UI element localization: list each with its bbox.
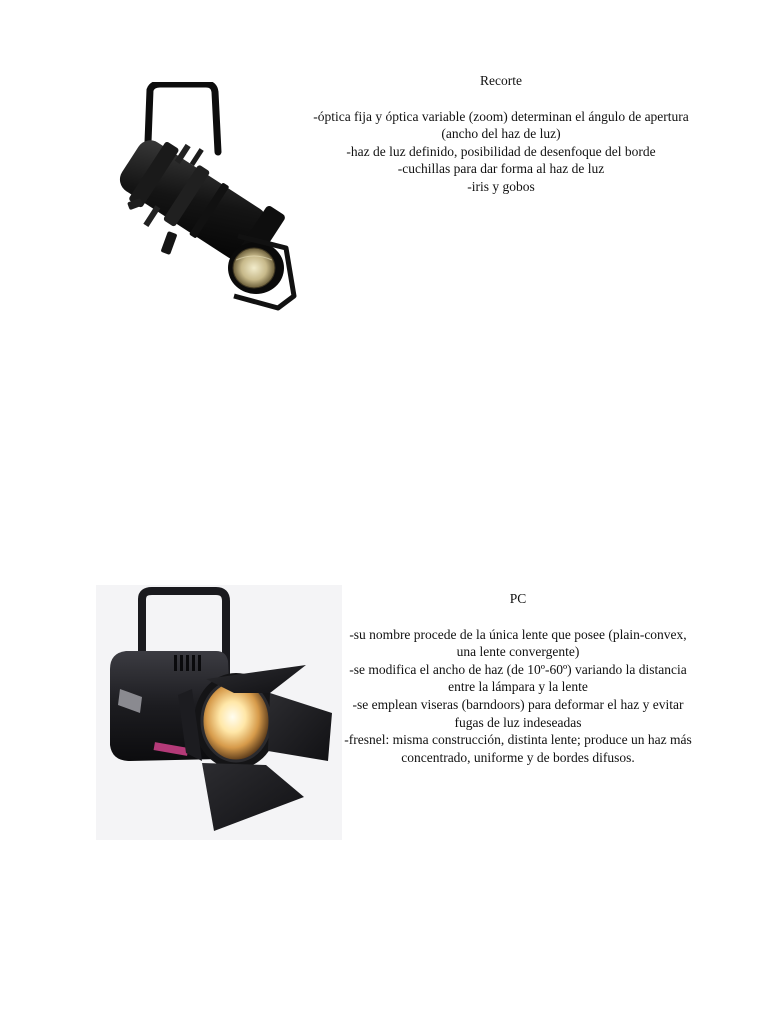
bullet-line: -fresnel: misma construcción, distinta lente; produce un haz más concentrado, uniforme y de bordes difusos. [344, 732, 692, 765]
bullet-line: -su nombre procede de la única lente que posee (plain-convex, una lente convergente) [349, 626, 687, 660]
bullet-line: -iris y gobos [467, 178, 535, 194]
bullet-line: -haz de luz definido, posibilidad de desenfoque del borde [346, 143, 656, 159]
section-text [306, 72, 696, 196]
bullet-line: -se emplean viseras (barndoors) para deformar el haz y evitar fugas de luz indeseadas [352, 696, 684, 730]
section-text [340, 590, 696, 766]
bullet-line: -se modifica el ancho de haz (de 10º-60º) variando la distancia entre la lámpara y la lente [349, 661, 687, 695]
section-heading: PC [509, 591, 527, 606]
bullet-line: -cuchillas para dar forma al haz de luz [397, 161, 605, 177]
ellipsoidal-spotlight-image [108, 82, 304, 312]
pc-spotlight-image [96, 585, 342, 840]
bullet-line: -óptica fija y óptica variable (zoom) determinan el ángulo de apertura (ancho del haz de luz) [313, 108, 689, 142]
section-heading: Recorte [480, 73, 522, 88]
